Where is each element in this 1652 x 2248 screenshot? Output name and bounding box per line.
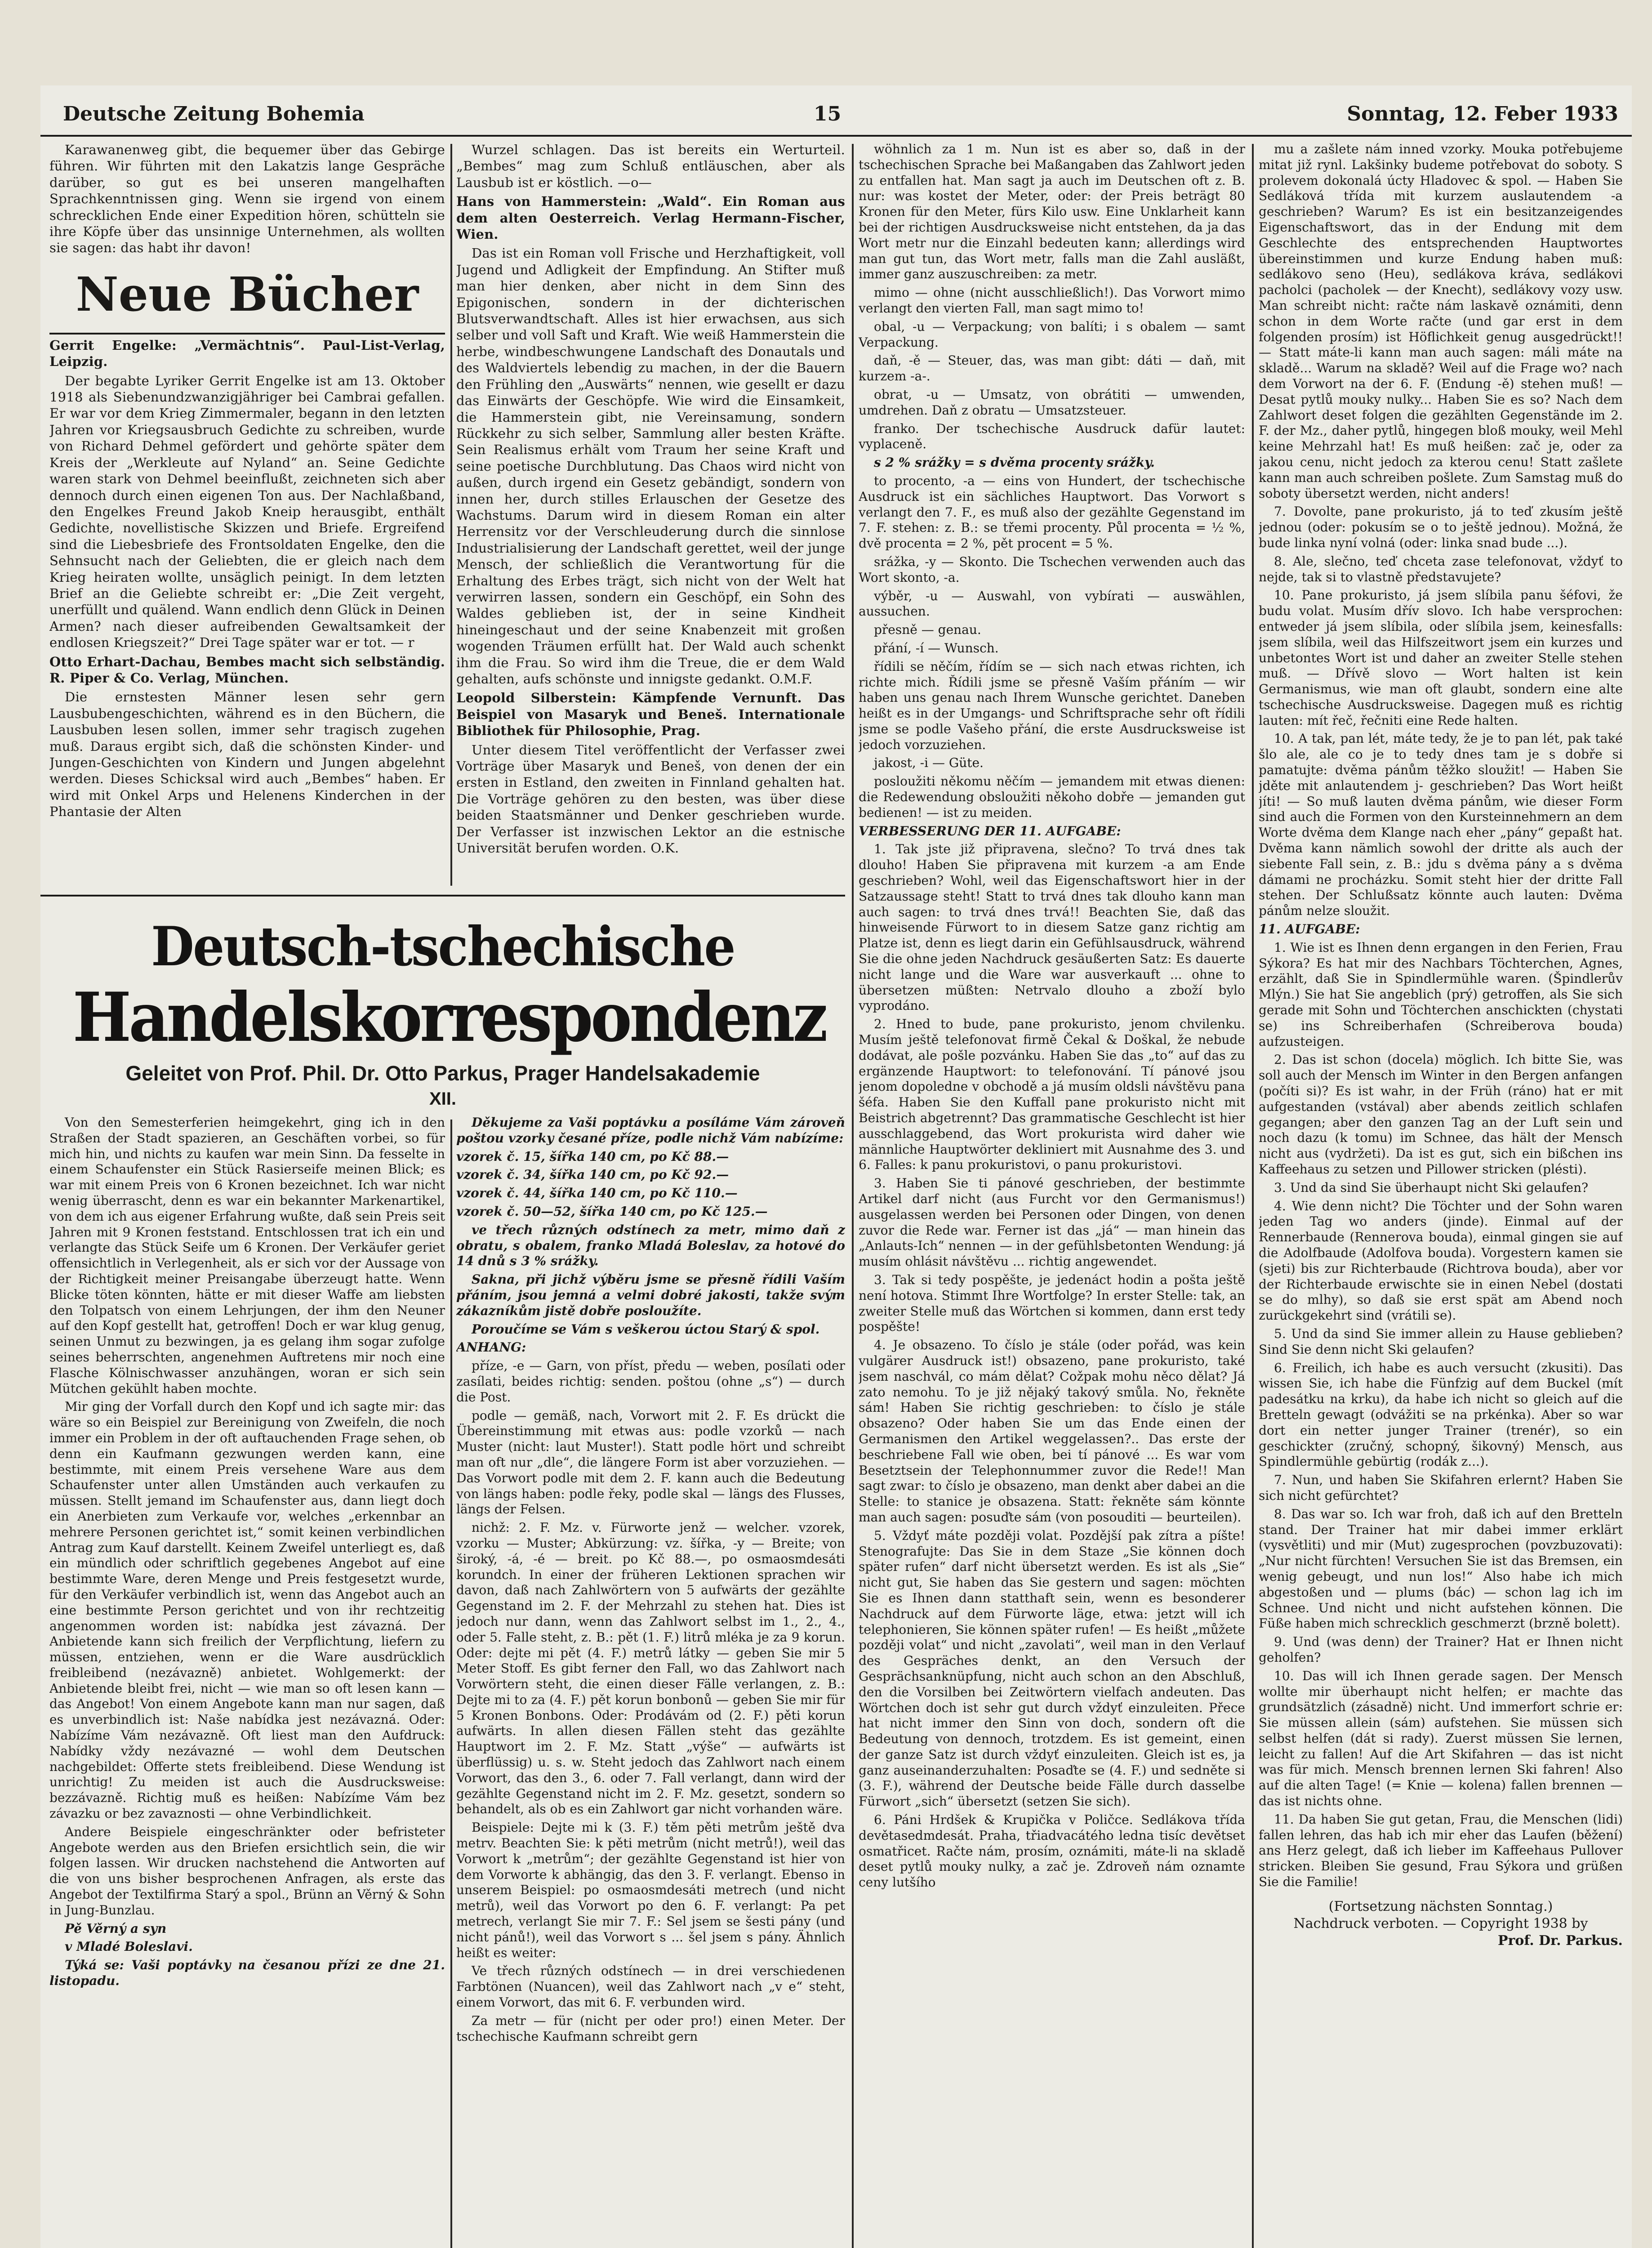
- article-part: XII.: [429, 1089, 457, 1109]
- column-4: [1259, 142, 1623, 2248]
- sample-line: vzorek č. 34, šířka 140 cm, po Kč 92.—: [456, 1167, 729, 1182]
- paragraph: 4. Wie denn nicht? Die Töchter und der Sohn waren jeden Tag wo anders (jinde). Einmal auf der Rennerbaude (Rennerova bouda), einmal gingen sie auf die Adolfbaude (Adolfova bouda). Vorgestern kamen sie (sjeti) bis zur Richterbaude (Richtrova bouda), aber vor der Richterbaude erwischte sie in einen Nebel (dostati se do mlhy), so daß sie erst spät am Abend noch zurückgekehrt sind (vrátili se).: [1259, 1198, 1623, 1323]
- paragraph: 2. Hned to bude, pane prokuristo, jenom chvilenku. Musím ještě telefonovat firmě Čekal & Doškal, že nebude dodávat, ale pošle pozvánku. Haben Sie das „to“ auf das zu ergänzende Hauptwort: to telefonování. Tí pánové jsou jenom dopoledne v obchodě a já musím oldsli návštěvu pana šéfa. Haben Sie den Kuffall pane prokuristo nicht mit Beistrich abgetrennt? Das grammatische Geschlecht ist hier ausschlaggebend, das Wort prokurista wird daher wie männliche Hauptwörter dekliniert mit Ausnahme des 3. und 6. Falles: k panu prokuristovi, o panu prokuristovi.: [859, 1017, 1245, 1173]
- paragraph: příze, -e — Garn, von příst, předu — weben, posílati oder zasílati, beides richtig: senden. poštou (ohne „s“) — durch die Post.: [456, 1358, 845, 1405]
- paragraph: 3. Tak si tedy pospěšte, je jedenáct hodin a pošta ještě není hotova. Stimmt Ihre Wortfolge? In erster Stelle: tak, an zweiter Stelle muß das Wörtchen si kommen, dann erst tedy pospěšte!: [859, 1272, 1245, 1334]
- paragraph: srážka, -y — Skonto. Die Tschechen verwenden auch das Wort skonto, -a.: [859, 554, 1245, 585]
- headline-rule: [40, 895, 845, 897]
- footer-note: [1259, 1898, 1623, 1949]
- paragraph: 8. Das war so. Ich war froh, daß ich auf den Bretteln stand. Der Trainer hat mir dabei immer erklärt (vysvětliti) und mir (Mut) zugesprochen (povzbuzovati): „Nur nicht fürchten! Versuchen Sie ist das Bremsen, ein wenig gebeugt, und nun los!“ Also habe ich mich abgestoßen und — plums (bác) — schon lag ich im Schnee. Und nicht und nicht aufstehen können. Die Füße haben mich schrecklich geschmerzt (brzně bolett).: [1259, 1506, 1623, 1631]
- paragraph: Ve třech různých odstínech — in drei verschiedenen Farbtönen (Nuancen), weil das Zahlwort nach „v e“ steht, einem Vorwort, das mit 6. F. verbunden wird.: [456, 1963, 845, 2010]
- paragraph: wöhnlich za 1 m. Nun ist es aber so, daß in der tschechischen Sprache bei Maßangaben das Zahlwort jeden zu entfallen hat. Man sagt ja auch im Deutschen oft z. B. nur: was kostet der Meter, oder: der Preis beträgt 80 Kronen für den Meter, fürs Kilo usw. Eine Unklarheit kann bei der richtigen Ausdrucksweise nicht entstehen, da ja das Wort metr nur die Einzahl bedeuten kann; allerdings wird man gut tun, das Wort metr, falls man die Zahl ausläßt, immer ganz auszuschreiben: za metr.: [859, 142, 1245, 282]
- letter-subject: Týká se: Vaši poptávky na česanou přízi ze dne 21. listopadu.: [49, 1958, 445, 1989]
- section-heading: VERBESSERUNG DER 11. AUFGABE:: [859, 823, 1121, 839]
- paragraph: 10. Das will ich Ihnen gerade sagen. Der Mensch wollte mir überhaupt nicht helfen; er machte das grundsätzlich (zásadně) nicht. Und immerfort schrie er: Sie müssen allein (sám) aufstehen. Sie müssen sich selbst helfen (dát si rady). Zuerst müssen Sie lernen, leicht zu fallen! Auf die Art Skifahren — das ist nicht was für mich. Mensch brennen lernen Ski fahren! Also auf die alten Tage! (= Knie — kolena) fallen brennen — das ist nichts ohne.: [1259, 1668, 1623, 1809]
- paragraph: franko. Der tschechische Ausdruck dafür lautet: vyplaceně.: [859, 421, 1245, 452]
- paragraph: přesně — genau.: [874, 622, 981, 638]
- paragraph: jakost, -i — Güte.: [874, 755, 984, 771]
- page-header: [40, 85, 1632, 137]
- paragraph: přání, -í — Wunsch.: [874, 640, 999, 656]
- paragraph: mu a zašlete nám inned vzorky. Mouka potřebujeme mitat již rynl. Lakšinky budeme potřebovat do soboty. S prolevem dokonalá úcty Hladovec & spol. — Haben Sie Sedláková třída mit kurzem auslautendem -a geschrieben? Warum? Es ist ein besitzanzeigendes Eigenschaftswort, das in der Endung mit dem Geschlechte des entsprechenden Hauptwortes übereinstimmen und kurze Endung haben muß: sedlákovo seno (Heu), sedlákova kráva, sedlákovi pacholci (pacholek — der Knecht), sedlákovy vozy usw. Man schreibt nicht: račte nám laskavě oznámiti, denn schon in dem Worte račte (und gar erst in dem folgenden prosím) ist Höflichkeit genug ausgedrückt!! — Statt máte-li kann man auch sagen: máli máte na skladě... Warum na skladě? Weil auf die Frage wo? nach dem Vorwort na der 6. F. (Endung -ě) stehen muß! — Desat pytlů mouky nulky... Haben Sie es so? Nach dem Zahlwort deset folgen die gezählten Gegenstände im 2. F. der Mz., daher pytlů, hingegen bloß mouky, weil Mehl keine Mehrzahl hat! Es muß heißen: zač je, oder za jakou cenu, nicht jedoch za kterou cenu! Statt zašlete kann man auch schreiben pošlete. Zum Samstag muß do soboty übersetzt werden, nicht anders!: [1259, 142, 1623, 501]
- paragraph: posloužiti někomu něčím — jemandem mit etwas dienen: die Redewendung obsloužiti někoho dobře — jemanden gut bedienen! — ist zu meiden.: [859, 774, 1245, 820]
- author-signature: Prof. Dr. Parkus.: [1498, 1932, 1623, 1949]
- paragraph: Von den Semesterferien heimgekehrt, ging ich in den Straßen der Stadt spazieren, an Geschäften vorbei, so für mich hin, und nichts zu kaufen war mein Sinn. Da fesselte in einem Schaufenster ein Stück Rasierseife meinen Blick; es war mit einem Preis von 6 Kronen bezeichnet. Ich war nicht wenig überrascht, denn es war ein bekannter Markenartikel, von dem ich aus eigener Erfahrung wußte, daß sein Preis seit Jahren mit 9 Kronen feststand. Entschlossen trat ich ein und verlangte das Stück Seife um 6 Kronen. Der Verkäufer geriet offensichtlich in Verlegenheit, als er sich vor der Aussage von der Richtigkeit meiner Preisangabe überzeugt hatte. Wenn Blicke töten könnten, hätte er mit dieser Waffe am liebsten den Tolpatsch von einem Lehrjungen, der ihm den Neuner auf den Kopf gestellt hat, getroffen! Doch er war klug genug, seinen Unmut zu bezwingen, ja es gelang ihm sogar zufolge seines beherrschten, angenehmen Auftretens mir noch eine Flasche Kölnischwasser anzuhängen, woran er sich sein Mütchen gekühlt haben mochte.: [49, 1115, 445, 1396]
- paragraph: 1. Wie ist es Ihnen denn ergangen in den Ferien, Frau Sýkora? Es hat mir des Nachbars Töchterchen, Agnes, erzählt, daß Sie in Spindlermühle waren. (Špindlerův Mlýn.) Sie hat Sie angeblich (prý) getroffen, als Sie sich gerade mit Sohn und Töchterchen anschickten (chystati se) ins Schreiberhafen (Schreiberova bouda) aufzusteigen.: [1259, 940, 1623, 1049]
- newspaper-name: Deutsche Zeitung Bohemia: [63, 103, 365, 125]
- sample-line: vzorek č. 50—52, šířka 140 cm, po Kč 125.—: [456, 1204, 768, 1219]
- article-title-line1: Deutsch-tschechische: [151, 915, 735, 978]
- paragraph: Karawanenweg gibt, die bequemer über das Gebirge führen. Wir führten mit den Lakatzis lange Gespräche darüber, so gut es bei unseren mangelhaften Sprachkenntnissen ging. Wenn sie irgend von einem schrecklichen Ende einer Expedition hören, schütteln sie ihre Köpfe über das unsinnige Unternehmen, als wollten sie sagen: das habt ihr davon!: [49, 142, 445, 256]
- paragraph: 9. Und (was denn) der Trainer? Hat er Ihnen nicht geholfen?: [1259, 1634, 1623, 1665]
- paragraph: 7. Nun, und haben Sie Skifahren erlernt? Haben Sie sich nicht gefürchtet?: [1259, 1472, 1623, 1503]
- newspaper-page: [40, 85, 1632, 2248]
- paragraph: 11. Da haben Sie gut getan, Frau, die Menschen (lidi) fallen lehren, das hab ich mir eher das Laufen (běžení) ans Herz gelegt, daß ich lieber im Kaffeehaus Pullover stricken. Bleiben Sie gesund, Frau Sýkora und grüßen Sie die Familie!: [1259, 1811, 1623, 1890]
- page-number: 15: [814, 103, 842, 125]
- paragraph: to procento, -a — eins von Hundert, der tschechische Ausdruck ist ein sächliches Hauptwort. Das Vorwort s verlangt den 7. F., es muß also der gezählte Gegenstand im 7. F. stehen: z. B.: se třemi procenty. Půl procenta = ½ %, dvě procenta = 2 %, pět procent = 5 %.: [859, 473, 1245, 551]
- review-heading: Otto Erhart-Dachau, Bembes macht sich selbständig. R. Piper & Co. Verlag, München.: [49, 654, 445, 686]
- paragraph: mimo — ohne (nicht ausschließlich!). Das Vorwort mimo verlangt den vierten Fall, man sagt mimo to!: [859, 285, 1245, 316]
- paragraph: 2. Das ist schon (docela) möglich. Ich bitte Sie, was soll auch der Mensch im Winter in den Bergen anfangen (počíti si)? Es ist wahr, in der Früh (ráno) hat er mit aufgestanden (vstával) aber abends zeitlich schlafen gegangen; aber den ganzen Tag an der Luft sein und noch dazu (k tomu) im Schnee, das hält der Mensch nicht aus (vydržeti). Da ist es gut, sich ein bißchen ins Kaffeehaus zu setzen und Pillower stricken (plésti).: [1259, 1052, 1623, 1177]
- paragraph: Das ist ein Roman voll Frische und Herzhaftigkeit, voll Jugend und Adligkeit der Empfindung. An Stifter muß man hier denken, aber nicht in dem Sinn des Epigonischen, sondern in der dichterischen Blutsverwandtschaft. Alles ist hier erwachsen, aus sich selber und voll Saft und Kraft. Wie weiß Hammerstein die herbe, windbeschwungene Landschaft des Donautals und des Waldviertels lebendig zu machen, in der die Bauern den Frühling den „Auswärts“ nennen, wie gesellt er dazu das Einwärts der Geschöpfe. Wie wird die Einsamkeit, die Hammerstein gibt, nie Vereinsamung, sondern Rückkehr zu sich selber, Sammlung aller besten Kräfte. Sein Realismus erhält vom Traum her seine Kraft und seine poetische Durchblutung. Das Chaos wird nicht von außen, durch irgend ein Gesetz gebändigt, sondern von innen her, durch stilles Erlauschen der Gesetze des Wachstums. Darum wird in diesem Roman ein alter Herrensitz vor der Verschleuderung durch die sinnlose Industrialisierung der Landschaft gerettet, weil der junge Mensch, der schließlich die Verantwortung für die Erhaltung des Erbes trägt, sich nicht von der Welt hat verwirren lassen, sondern ein Geschöpf, ein Sohn des Waldes geblieben ist, der in seine Kindheit hineingeschaut und der seine Knabenzeit mit großen wogenden Träumen erfüllt hat. Der Wald auch schenkt ihm die Frau. So wird ihm die Treue, die er dem Wald gehalten, aufs schönste und innigste gedankt. O.M.F.: [456, 245, 845, 687]
- paragraph: 6. Freilich, ich habe es auch versucht (zkusiti). Das wissen Sie, ich habe die Fünfzig auf dem Buckel (mít padesátku na krku), da habe ich nicht so gleich auf die Bretteln gewagt (odvážiti se na prkénka). Aber so war dort ein netter junger Trainer (trenér), so ein geschickter (zručný, schopný, šikovný) Mensch, aus Spindlermühle gebürtig (rodák z...).: [1259, 1360, 1623, 1469]
- letter-body: ve třech různých odstínech za metr, mimo daň z obratu, s obalem, franko Mladá Boleslav, za hotové do 14 dnů s 3 % srážky.: [456, 1222, 845, 1269]
- letter-address: Pě Věrný a syn: [65, 1921, 167, 1936]
- paragraph: řídili se něčím, řídím se — sich nach etwas richten, ich richte mich. Řídili jsme se přesně Vaším přáním — wir haben uns genau nach Ihrem Wunsche gerichtet. Daneben heißt es in der Umgangs- und Schriftsprache sehr oft řídili jsme se podle Vašeho přání, die erste Ausdrucksweise ist jedoch vorzuziehen.: [859, 659, 1245, 752]
- paragraph: 7. Dovolte, pane prokuristo, já to teď zkusím ještě jednou (oder: pokusím se o to ještě jednou). Možná, že bude linka nyní volná (oder: linka snad bude ...).: [1259, 504, 1623, 550]
- section-heading: 11. AUFGABE:: [1259, 922, 1360, 937]
- sample-line: vzorek č. 15, šířka 140 cm, po Kč 88.—: [456, 1149, 729, 1164]
- paragraph: 5. Und da sind Sie immer allein zu Hause geblieben? Sind Sie denn nicht Ski gelaufen?: [1259, 1326, 1623, 1357]
- paragraph: obal, -u — Verpackung; von balíti; i s obalem — samt Verpackung.: [859, 319, 1245, 350]
- paragraph: 1. Tak jste již připravena, slečno? To trvá dnes tak dlouho! Haben Sie připravena mit kurzem -a am Ende geschrieben? Wohl, weil das Eigenschaftswort hier in der Satzaussage steht! Statt to trvá dnes tak dlouho kann man auch sagen: to trvá dnes trvá!! Beachten Sie, daß das hinweisende Fürwort to in diesem Satze ganz richtig am Platze ist, denn es liegt darin ein Gefühlsausdruck, während Sie die ohne jeden Nachdruck gesäußerten Satz: Es dauerte nicht lange und die Ware war ausverkauft ... ohne to übersetzen müßten: Netrvalo dlouho a zboží bylo vyprodáno.: [859, 842, 1245, 1013]
- paragraph: Andere Beispiele eingeschränkter oder befristeter Angebote werden aus den Briefen ersichtlich sein, die wir folgen lassen. Wir drucken nachstehend die Antworten auf die von uns bisher besprochenen Anfragen, als erste das Angebot der Textilfirma Starý a spol., Brünn an Věrný & Sohn in Jung-Bunzlau.: [49, 1824, 445, 1918]
- copyright-note: Nachdruck verboten. — Copyright 1938 by: [1293, 1915, 1588, 1931]
- article-subtitle: Geleitet von Prof. Phil. Dr. Otto Parkus, Prager Handelsakademie: [125, 1062, 760, 1085]
- paragraph: 4. Je obsazeno. To číslo je stále (oder pořád, was kein vulgärer Ausdruck ist!) obsazeno, pane prokuristo, také jsem naschvál, co mám dělat? Cožpak mohu něco dělat? Já zato nemohu. To je již nějaký takový smůla. No, řekněte sám! Haben Sie richtig geschrieben: to číslo je stále obsazeno? Oder haben Sie um das Ende einen der Germanismen den Artikel weggelassen?.. Das erste der beschriebene Fall wie oben, bei tí pánové ... Es war vom Besetztsein der Telephonnummer zuvor die Rede!! Man sagt zwar: to číslo je obsazeno, man denkt aber dabei an die Stelle: to stanice je obsazena. Statt: řekněte sám könnte man auch sagen: posuďte sám (von posouditi — beurteilen).: [859, 1338, 1245, 1525]
- letter-body: Děkujeme za Vaši poptávku a posíláme Vám zároveň poštou vzorky česané příze, podle nichž Vám nabízíme:: [456, 1115, 845, 1146]
- paragraph: 3. Und da sind Sie überhaupt nicht Ski gelaufen?: [1274, 1180, 1589, 1195]
- paragraph: Der begabte Lyriker Gerrit Engelke ist am 13. Oktober 1918 als Siebenundzwanzigjähriger bei Cambrai gefallen. Er war vor dem Krieg Zimmermaler, begann in den letzten Jahren vor Kriegsausbruch Gedichte zu schreiben, wurde von Richard Dehmel gefördert und gehörte später dem Kreis der „Werkleute auf Nyland“ an. Seine Gedichte waren stark von Dehmel beeinflußt, zeichneten sich aber dennoch durch einen eigenen Ton aus. Der Nachlaßband, den Engelkes Freund Jakob Kneip herausgibt, enthält Gedichte, novellistische Skizzen und Briefe. Ergreifend sind die Liebesbriefe des Frontsoldaten Engelke, den die Sehnsucht nach der Geliebten, die er gleich nach dem Krieg heiraten wollte, unsäglich peinigt. In dem letzten Brief an die Geliebte schreibt er: „Die Zeit vergeht, unerfüllt und quälend. Wann endlich denn Glück in Deinen Armen? nach dieser aufreibenden Gewaltsamkeit der endlosen Kriegszeit?“ Drei Tage später war er tot. — r: [49, 373, 445, 651]
- paragraph: 10. A tak, pan lét, máte tedy, že je to pan lét, pak také šlo ale, ale co je to tedy dnes tam je s dobře si pamatujte: dvěma pánům těžko sloužit! — Haben Sie jděte mit anlautendem j- geschrieben? Das Wort heißt jíti! — So muß lauten dvěma pánům, wie dieser Form sind auch die Formen von den Kursteinnehmern an dem Worte dvěma dem Klange nach eher „pány“ gepaßt hat. Dvěma kann nämlich sowohl der dritte als auch der siebente Fall sein, z. B.: jdu s dvěma pány a s dvěma dámami ne procházku. Somit steht hier der dritte Fall stehen. Der Schlußsatz könnte auch lauten: Dvěma pánům nelze sloužit.: [1259, 731, 1623, 919]
- review-heading: Leopold Silberstein: Kämpfende Vernunft. Das Beispiel von Masaryk und Beneš. Internationale Bibliothek für Philosophie, Prag.: [456, 690, 845, 739]
- column-1-top: [49, 142, 445, 964]
- article-title-line2: Handelskorrespondenz: [72, 978, 826, 1057]
- column-1-article: [49, 1115, 445, 2248]
- paragraph: 3. Haben Sie ti pánové geschrieben, der bestimmte Artikel darf nicht (aus Furcht vor den Germanismus!) ausgelassen werden bei Personen oder Dingen, von denen zuvor die Rede war. Ferner ist das „já“ — man hinein das „Anlauts-Ich“ nennen — in der gefühlsbetonten Wendung: já musím ohlásit návštěvu ... richtig angewendet.: [859, 1176, 1245, 1269]
- neue-buecher-title: Neue Bücher: [76, 266, 419, 322]
- anhang-heading: ANHANG:: [456, 1340, 526, 1355]
- paragraph: 6. Páni Hrdšek & Krupička v Poličce. Sedlákova třída devětasedmdesát. Praha, třiadvacátého ledna tisíc devětset osmatřicet. Račte nám, prosím, oznámiti, máte-li na skladě deset pytlů mouky nulky, a zač je. Zdroveň nám oznamte ceny lutšího: [859, 1812, 1245, 1890]
- letter-address: v Mladé Boleslavi.: [65, 1939, 193, 1954]
- paragraph: s 2 % srážky = s dvěma procenty srážky.: [874, 455, 1155, 470]
- paragraph: výběr, -u — Auswahl, von vybírati — auswählen, aussuchen.: [859, 588, 1245, 619]
- paragraph: Die ernstesten Männer lesen sehr gern Lausbubengeschichten, während es in den Büchern, die Lausbuben lesen sollen, immer sehr tragisch zugehen muß. Daraus ergibt sich, daß die schönsten Kinder- und Jungen-Geschichten von Kindern und Jungen abgelehnt werden. Dieses Schicksal wird auch „Bembes“ haben. Er wird mit Onkel Arps und Helenens Kinderchen in der Phantasie der Alten: [49, 689, 445, 820]
- paragraph: 5. Vždyť máte později volat. Pozdější pak zítra a píšte! Stenografujte: Das Sie in dem Staze „Sie können doch später rufen“ darf nicht übersetzt werden. Es ist als „Sie“ nicht gut, Sie haben das Sie gestern und sagen: möchten Sie es Ihnen dann statthaft sein, wenn es besonderer Nachdruck auf dem Fürworte läge, etwa: jetzt will ich telephonieren, Sie können später rufen! — Es heißt „můžete později volat“ und nicht „zavolati“, weil man in den Verlauf des Gespräches denkt, an den Versuch der Gesprächsanknüpfung, nicht auch schon an den Abschluß, den die Vorsilben bei Zeitwörtern vielfach andeuten. Das Wörtchen doch ist sehr gut durch vždyť einzuleiten. Přece hat nicht immer den Sinn von doch, sondern oft die Bedeutung von dennoch, trotzdem. Es ist gemeint, einen der ganze Satz ist durch vždyť einzuleiten. Gleich ist es, ja ganz auseinanderzuhalten: Posaďte se (4. F.) und sedněte si (3. F.), während der Deutsche beide Fälle durch dasselbe Fürwort „sich“ übersetzt (setzen Sie sich).: [859, 1528, 1245, 1809]
- paragraph: Wurzel schlagen. Das ist bereits ein Werturteil. „Bembes“ mag zum Schluß entläuschen, aber als Lausbub ist er köstlich. —o—: [456, 142, 845, 190]
- column-3: [859, 142, 1245, 2248]
- continuation-note: (Fortsetzung nächsten Sonntag.): [1328, 1898, 1553, 1914]
- paragraph: Mir ging der Vorfall durch den Kopf und ich sagte mir: das wäre so ein Beispiel zur Bereinigung von Zweifeln, die noch immer ein Problem in der oft auftauchenden Frage sehen, ob denn ein Kaufmann gezwungen werden kann, eine bestimmte, mit einem Preis versehene Ware aus dem Schaufenster unter allen Umständen auch verkaufen zu müssen. Stellt jemand im Schaufenster aus, dann liegt doch ein Anerbieten zum Verkaufe vor, welches „erkennbar an mehrere Personen gerichtet ist,“ somit keinen verbindlichen Antrag zum Kauf darstellt. Keinem Zweifel unterliegt es, daß ein mündlich oder schriftlich gegebenes Angebot auf eine bestimmte Ware, deren Menge und Preis festgesetzt wurde, für den Verkäufer verbindlich ist, wenn das Angebot auch an eine bestimmte Person gerichtet und von ihr rechtzeitig angenommen worden ist: nabídka jest závazná. Der Anbietende kann sich freilich der Verpflichtung, liefern zu müssen, entziehen, wenn er die Ware ausdrücklich freibleibend (nezávazně) anbietet. Wohlgemerkt: der Anbietende bleibt frei, nicht — wie man so oft lesen kann — das Angebot! Von einem Angebote kann man nur sagen, daß es unverbindlich ist: Naše nabídka jest nezávazná. Oder: Nabízíme Vám nezávazně. Oft liest man den Aufdruck: Nabídky vždy nezávazné — wohl dem Deutschen nachgebildet: Offerte stets freibleibend. Diese Wendung ist unrichtig! Zu meiden ist auch die Ausdrucksweise: bezzávazně. Richtig muß es heißen: Nabízíme Vám bez závazku or bez zavaznosti — ohne Verbindlichkeit.: [49, 1399, 445, 1821]
- sample-line: vzorek č. 44, šířka 140 cm, po Kč 110.—: [456, 1186, 738, 1201]
- issue-date: Sonntag, 12. Feber 1933: [1347, 103, 1618, 125]
- paragraph: daň, -ě — Steuer, das, was man gibt: dáti — daň, mit kurzem -a-.: [859, 353, 1245, 384]
- column-2-article: [456, 1115, 845, 2248]
- letter-closing: Poroučíme se Vám s veškerou úctou Starý & spol.: [472, 1321, 820, 1337]
- review-heading: Hans von Hammerstein: „Wald“. Ein Roman aus dem alten Oesterreich. Verlag Hermann-Fischer, Wien.: [456, 194, 845, 242]
- column-2-top: [456, 142, 845, 964]
- letter-body: Sakna, při jichž výběru jsme se přesně řídili Vaším přáním, jsou jemná a velmi dobré jakosti, takže svým zákazníkům jistě dobře posloužíte.: [456, 1272, 845, 1318]
- column-rule: [450, 1120, 452, 2248]
- paragraph: obrat, -u — Umsatz, von obrátiti — umwenden, umdrehen. Daň z obratu — Umsatzsteuer.: [859, 387, 1245, 418]
- paragraph: nichž: 2. F. Mz. v. Fürworte jenž — welcher. vzorek, vzorku — Muster; Abkürzung: vz. šířka, -y — Breite; von široký, -á, -é — breit. po Kč 88.—, po osmaosmdesáti korundch. In einer der früheren Lektionen sprachen wir davon, daß nach Zahlwörtern von 5 aufwärts der gezählte Gegenstand im 2. F. der Mehrzahl zu stehen hat. Dies ist jedoch nur dann, wenn das Zahlwort selbst im 1., 2., 4., oder 5. Falle steht, z. B.: pět (1. F.) litrů mléka je za 9 korun. Oder: dejte mi pět (4. F.) metrů látky — geben Sie mir 5 Meter Stoff. Es gibt ferner den Fall, wo das Zahlwort nach Vorwörtern steht, die einen dieser Fälle verlangen, z. B.: Dejte mi to za (4. F.) pět korun bonbonů — geben Sie mir für 5 Kronen Bonbons. Oder: Prodávám od (2. F.) pěti korun aufwärts. In allen diesen Fällen steht das gezählte Hauptwort im 2. F. Mz. Statt „výše“ — aufwärts ist überflüssig) u. s. w. Steht jedoch das Zahlwort nach einem Vorwort, das den 3., 6. oder 7. Fall verlangt, dann wird der gezählte Gegenstand nicht im 2. F. Mz. gesetzt, sondern so behandelt, als ob es ein Zahlwort gar nicht vorhanden wäre.: [456, 1520, 845, 1817]
- paragraph: Za metr — für (nicht per oder pro!) einen Meter. Der tschechische Kaufmann schreibt gern: [456, 2013, 845, 2044]
- paragraph: 8. Ale, slečno, teď chceta zase telefonovat, vždyť to nejde, tak si to vlastně představujete?: [1259, 553, 1623, 584]
- review-heading: Gerrit Engelke: „Vermächtnis“. Paul-List-Verlag, Leipzig.: [49, 337, 445, 370]
- paragraph: Unter diesem Titel veröffentlicht der Verfasser zwei Vorträge über Masaryk und Beneš, von denen der ein ersten in Estland, den zweiten in Finnland gehalten hat. Die Vorträge gehören zu den besten, was über diese beiden Staatsmänner und Denker geschrieben wurde. Der Verfasser ist inzwischen Lektor an die estnische Universität berufen worden. O.K.: [456, 742, 845, 856]
- column-rule: [450, 144, 452, 886]
- paragraph: Beispiele: Dejte mi k (3. F.) těm pěti metrům ještě dva metrv. Beachten Sie: k pěti metrům (nicht metrů!), weil das Vorwort k „metrům“; der gezählte Gegenstand ist hier von dem Vorworte k abhängig, das den 3. F. verlangt. Ebenso in unserem Beispiel: po osmaosmdesáti metrech (und nicht metrů), weil das Vorwort po den 6. F. verlangt: Pa pet metrech, verlangt Sie mir 7. F.: Sel jsem se šesti pány (und nicht pánů!), weil das Vorwort s ... šel jsem s pány. Ähnlich heißt es weiter:: [456, 1820, 845, 1960]
- column-rule: [1252, 144, 1254, 2248]
- paragraph: 10. Pane prokuristo, já jsem slíbila panu šéfovi, že budu volat. Musím dřív slovo. Ich habe versprochen: entweder já jsem slíbila, oder slíbila jsem, keinesfalls: jsem slíbila, weil das Hilfszeitwort jsem ein kurzes und unbetontes Wort ist und daher an zweiter Stelle stehen muß. — Dřívě slovo — Wort halten ist kein Germanismus, wie man oft glaubt, sondern eine alte tschechische Ausdrucksweise. Dagegen muß es richtig lauten: mít řeč, řečniti eine Rede halten.: [1259, 588, 1623, 728]
- divider: [49, 333, 445, 335]
- column-rule: [852, 144, 854, 2248]
- paragraph: podle — gemäß, nach, Vorwort mit 2. F. Es drückt die Übereinstimmung mit etwas aus: podle vzorků — nach Muster (nicht: laut Muster!). Statt podle hört und schreibt man oft nur „dle“, die längere Form ist aber vorzuziehen. — Das Vorwort podle mit dem 2. F. kann auch die Bedeutung von längs haben: podle řeky, podle skal — längs des Flusses, längs der Felsen.: [456, 1408, 845, 1517]
